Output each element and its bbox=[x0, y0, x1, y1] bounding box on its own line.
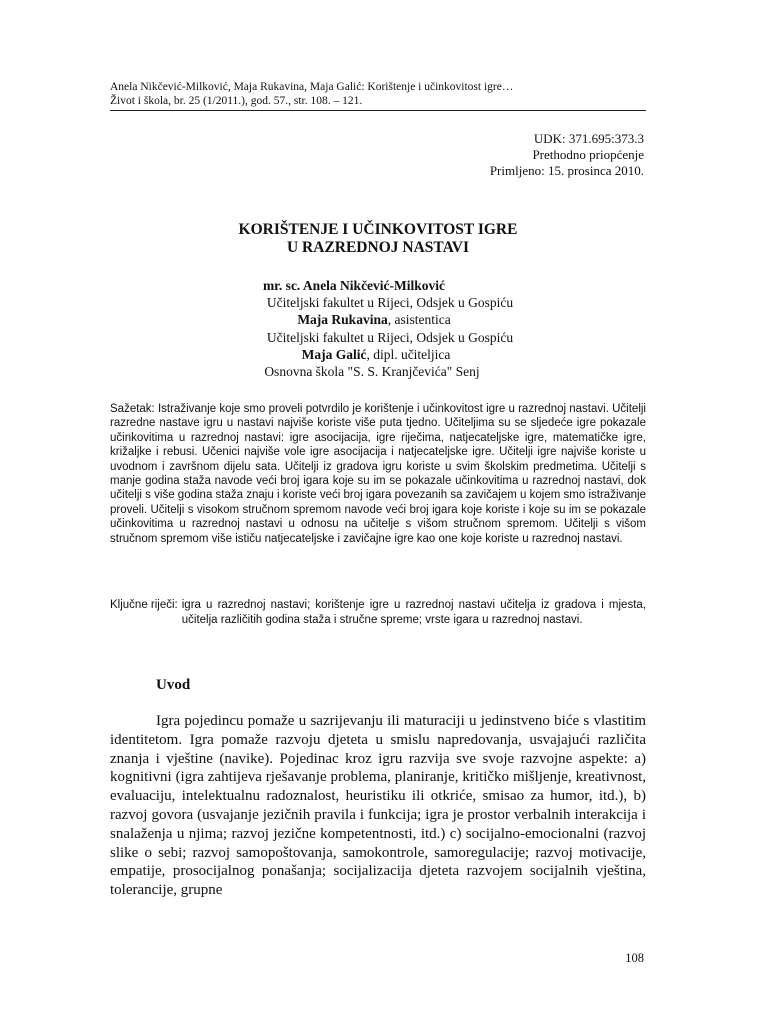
author-affiliation: Učiteljski fakultet u Rijeci, Odsjek u Gospiću bbox=[266, 295, 514, 311]
received-date: Primljeno: 15. prosinca 2010. bbox=[489, 163, 644, 178]
author-title: , dipl. učiteljica bbox=[366, 346, 451, 362]
page-number: 108 bbox=[625, 951, 644, 965]
keywords-label: Ključne riječi: bbox=[110, 599, 178, 611]
header-authors-title: Anela Nikčević-Milković, Maja Rukavina, Maja Galić: Korištenje i učinkovitost igre… bbox=[110, 81, 514, 93]
author-1 bbox=[86, 277, 622, 294]
author-block bbox=[110, 277, 646, 380]
article-title bbox=[110, 221, 646, 257]
abstract: Sažetak: Istraživanje koje smo proveli potvrdilo je korištenje i učinkovitost igre u razrednoj nastavi. Učitelji razredne nastave igru u nastavi najviše koriste više puta tjedno. Učiteljima su se sljedeće igre pokazale učinkovitima u razrednoj nastavi: igre asocijacija, igre riječima, natjecateljske igre, matematičke igre, križaljke i rebusi. Učenici najviše vole igre asocijacija i natjecateljske igre. Učitelji igre najviše koriste u uvodnom i završnom dijelu sata. Učitelji iz gradova igru koriste u svim školskim predmetima. Učitelji s manje godina staža navode veći broj igara koje su im se pokazale učinkovitima u razrednoj nastavi, dok učitelji s više godina staža znaju i koriste veći broj igara povezanih sa zavičajem u kojem smo istraživanje proveli. Učitelji s visokom stručnom spremom navode veći broj igara koje koriste i koje su im se pokazale učinkovitima u razrednoj nastavi u odnosu na učitelje s višom stručnom spremom. Učitelji s višom stručnom spremom više ističu natjecateljske i zavičajne igre kao one koje koriste u razrednoj nastavi. bbox=[110, 403, 646, 545]
running-header bbox=[110, 80, 646, 111]
header-journal: Život i škola, br. 25 (1/2011.), god. 57., str. 108. – 121. bbox=[110, 95, 363, 107]
author-name: mr. sc. Anela Nikčević-Milković bbox=[262, 278, 446, 293]
title-line-2: U RAZREDNOJ NASTAVI bbox=[286, 239, 469, 256]
author-affiliation: Učiteljski fakultet u Rijeci, Odsjek u Gospiću bbox=[266, 329, 514, 345]
udk-code: UDK: 371.695:373.3 bbox=[533, 131, 644, 146]
section-heading: Uvod bbox=[156, 677, 191, 693]
article-meta bbox=[490, 131, 644, 179]
author-3 bbox=[108, 346, 644, 363]
keywords bbox=[110, 598, 646, 627]
author-name: Maja Rukavina bbox=[297, 312, 388, 328]
article-type: Prethodno priopćenje bbox=[532, 147, 644, 162]
body-paragraph: Igra pojedincu pomaže u sazrijevanju ili maturaciji u jedinstveno biće s vlastitim identitetom. Igra pomaže razvoju djeteta u smislu napredovanja, usvajajući različita znanja i vještine (navike). Pojedinac kroz igru razvija sve svoje razvojne aspekte: a) kognitivni (igra zahtijeva rješavanje problema, planiranje, kritičko mišljenje, kreativnost, evaluaciju, intelektualnu radoznalost, heuristiku ili otkriće, smisao za humor, itd.), b) razvoj govora (usvajanje jezičnih pravila i funkcija; igra je prostor verbalnih interakcija i snalaženja u njima; razvoj jezične kompetentnosti, itd.) c) socijalno-emocionalni (razvoj slike o sebi; razvoj samopoštovanja, samokontrole, samoregulacije; razvoj motivacije, empatije, prosocijalnog ponašanja; socijalizacija djeteta razvojem socijalnih vještina, tolerancije, grupne bbox=[110, 713, 646, 899]
author-title: , asistentica bbox=[387, 312, 451, 328]
author-affiliation: Osnovna škola "S. S. Kranjčevića" Senj bbox=[264, 364, 480, 380]
title-line-1: KORIŠTENJE I UČINKOVITOST IGRE bbox=[238, 221, 518, 238]
author-name: Maja Galić bbox=[301, 346, 367, 362]
keywords-text: igra u razrednoj nastavi; korištenje igre u razrednoj nastavi učitelja iz gradova i mjesta, učitelja različitih godina staža i stručne spreme; vrste igara u razrednoj nastavi. bbox=[181, 599, 646, 626]
author-2 bbox=[106, 311, 642, 328]
